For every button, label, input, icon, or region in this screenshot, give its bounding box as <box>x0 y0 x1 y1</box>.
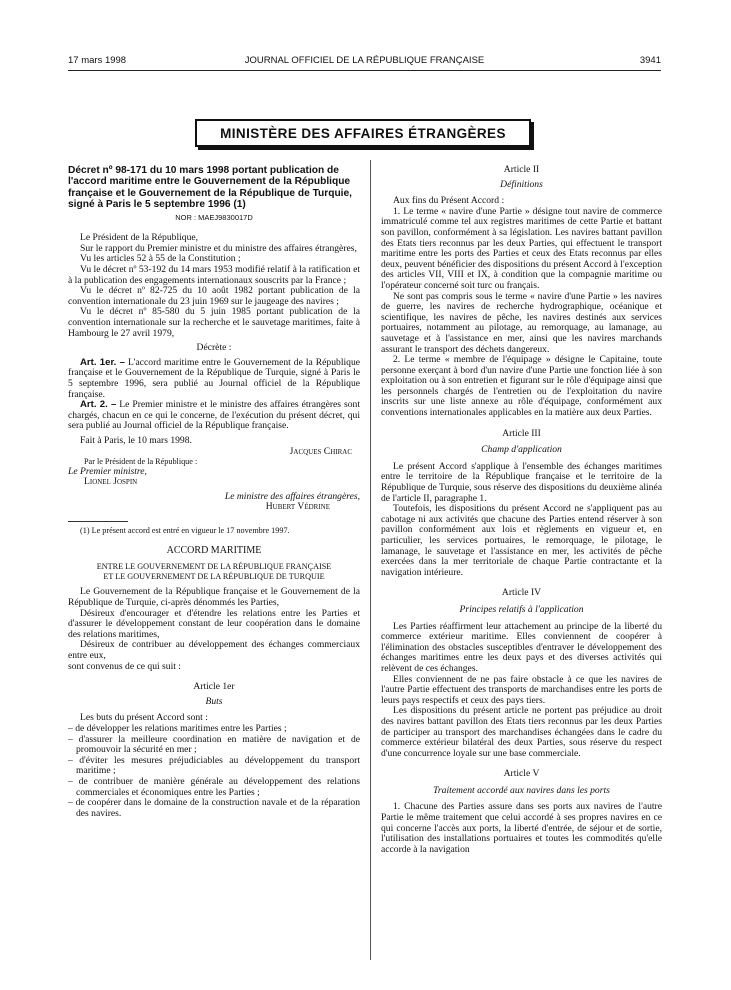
signature-president: Jacques Chirac <box>289 445 352 457</box>
preamble-3: Désireux de contribuer au développement des échanges commerciaux entre eux, <box>68 639 360 661</box>
header-page-number: 3941 <box>639 55 661 66</box>
accord-heading: ACCORD MARITIME <box>166 544 262 556</box>
header-journal-title: JOURNAL OFFICIEL DE LA RÉPUBLIQUE FRANÇAISE <box>244 55 485 66</box>
accord-between-2: ET LE GOUVERNEMENT DE LA RÉPUBLIQUE DE TURQUIE <box>103 571 325 581</box>
principes-paragraph-1: Les Parties réaffirment leur attachement au principe de la liberté du commerce extérieur maritime. Elles conviennent de coopérer à l'élimination des obstacles susceptibles d'entraver le développement des échanges maritimes entre les deux pays et des diverses activités qui relèvent de ces échanges. <box>381 620 662 674</box>
article-1-paragraph <box>68 358 360 400</box>
buts-item: – de coopérer dans le domaine de la construction navale et de la réparation des navires. <box>68 797 360 819</box>
buts-intro: Les buts du présent Accord sont : <box>80 712 208 724</box>
article-3-heading: Article III <box>502 427 541 439</box>
left-column <box>68 165 360 819</box>
champ-paragraph-1: Le présent Accord s'applique à l'ensemble des échanges maritimes entre le territoire de la République française et le territoire de la République de Turquie, sous réserve des dispositions du deuxième alinéa de l'article II, paragraphe 1. <box>381 460 662 504</box>
visa-constitution: Vu les articles 52 à 55 de la Constitution ; <box>80 253 241 265</box>
footnote: (1) Le présent accord est entré en vigueur le 17 novembre 1997. <box>80 526 290 536</box>
visa-rapport: Sur le rapport du Premier ministre et du ministre des affaires étrangères, <box>80 242 357 254</box>
right-column <box>381 165 662 855</box>
visa-decret-1985: Vu le décret nº 85-580 du 5 juin 1985 portant publication de la convention internationale sur la recherche et le sauvetage maritimes, faite à Hambourg le 27 avril 1979, <box>68 306 360 339</box>
definition-equipage: 2. Le terme « membre de l'équipage » désigne le Capitaine, toute personne exerçant à bord d'un navire d'une Partie une fonction liée à son exploitation ou à son entretien et figurant sur le rôle d'équipage ainsi que les personnels chargés de l'entretien ou de l'exploitation du navire inscrits sur une liste annexe au rôle d'équipage, conformément aux conventions internationales applicables en la matière aux deux Parties. <box>381 354 662 419</box>
buts-subheading: Buts <box>205 695 223 707</box>
accord-between-1: ENTRE LE GOUVERNEMENT DE LA RÉPUBLIQUE FRANÇAISE <box>96 562 332 572</box>
article-2-label: Art. 2. – <box>80 399 117 411</box>
footnote-rule <box>68 521 128 522</box>
definitions-subheading: Définitions <box>500 178 543 190</box>
visa-decret-1953: Vu le décret nº 53-192 du 14 mars 1953 modifié relatif à la ratification et à la publication des engagements internationaux souscrits par la France ; <box>68 264 360 286</box>
page-header <box>68 55 661 71</box>
minister-title: Le ministre des affaires étrangères, <box>224 490 360 502</box>
principes-paragraph-3: Les dispositions du présent article ne portent pas préjudice au droit des navires battant pavillon des Etats tiers reconnus par les deux Parties de participer au transport des marchandises échangées dans le cadre du commerce extérieur bilatéral des deux Parties, sous réserve du respect d'une concurrence loyale sur une base commerciale. <box>381 705 662 759</box>
definition-exclusions: Ne sont pas compris sous le terme « navire d'une Partie » les navires de guerre, les navires de recherche hydrographique, océanique et scientifique, les navires de pêche, les navires destinés aux services portuaires, notamment au pilotage, au remorquage, au lamanage, au sauvetage et à l'assistance en mer, ainsi que les navires marchands assurant le transport des déchets dangereux. <box>381 290 662 355</box>
principes-subheading: Principes relatifs à l'application <box>459 603 584 615</box>
buts-item: – de contribuer de manière générale au développement des relations commerciales et économiques entre les Parties ; <box>68 775 360 798</box>
preamble-2: Désireux d'encourager et d'étendre les relations entre les Parties et d'assurer le développement constant de leur coopération dans le domaine des relations maritimes, <box>68 607 360 640</box>
article-5-heading: Article V <box>503 768 540 780</box>
president-line: Le Président de la République, <box>80 232 199 244</box>
buts-item: – d'assurer la meilleure coordination en matière de navigation et de promouvoir la sécurité en mer ; <box>68 733 360 756</box>
buts-item: – de développer les relations maritimes entre les Parties ; <box>68 722 287 734</box>
definitions-intro: Aux fins du Présent Accord : <box>393 195 505 207</box>
article-2-text: Le Premier ministre et le ministre des affaires étrangères sont chargés, chacun en ce qui le concerne, de l'exécution du présent décret, qui sera publié au Journal officiel de la République française. <box>68 399 360 432</box>
buts-item: – d'éviter les mesures préjudiciables au développement du transport maritime ; <box>68 754 360 777</box>
column-divider <box>370 160 371 960</box>
decrete: Décrète : <box>196 342 232 354</box>
article-1-label: Art. 1er. – <box>80 356 125 368</box>
pm-name: Lionel Jospin <box>84 476 138 488</box>
article-2-paragraph <box>68 400 360 432</box>
ministry-box: MINISTÈRE DES AFFAIRES ÉTRANGÈRES <box>195 119 531 147</box>
article-4-heading: Article IV <box>501 587 542 599</box>
decree-title: Décret nº 98-171 du 10 mars 1998 portant publication de l'accord maritime entre le Gouvernement de la République française et le Gouvernement de la République de Turquie, signé à Paris le 5 septembre 1996 (1) <box>68 165 352 211</box>
article-1-text: L'accord maritime entre le Gouvernement de la République française et le Gouvernement de la République de Turquie, signé à Paris le 5 septembre 1996, sera publié au Journal officiel de la République française. <box>68 356 361 400</box>
article-2-heading: Article II <box>503 164 540 175</box>
nor-reference: NOR : MAEJ9830017D <box>175 212 253 222</box>
par-le-president: Par le Président de la République : <box>84 457 198 467</box>
champ-paragraph-2: Toutefois, les dispositions du présent Accord ne s'appliquent pas au cabotage ni aux activités que chacune des Parties entend réserver à son pavillon conformément aux lois et règlements en vigueur et, en particulier, les services portuaires, le remorquage, le pilotage, le lamanage, le sauvetage et l'assistance en mer, les activités de pêche exercées dans la mer territoriale de chaque Partie contractante et la navigation intérieure. <box>381 503 662 578</box>
minister-name: Hubert Védrine <box>265 501 330 513</box>
article-1-heading: Article 1er <box>193 681 235 693</box>
preamble-1: Le Gouvernement de la République française et le Gouvernement de la République de Turquie, ci-après dénommés les Parties, <box>68 586 360 609</box>
definition-navire: 1. Le terme « navire d'une Partie » désigne tout navire de commerce immatriculé comme tel aux registres maritimes de cette Partie et battant son pavillon, conformément à sa législation. Les navires battant pavillon des Etats tiers reconnus par les deux Parties, qui effectuent le transport maritime entre les ports des Parties et ceux des Etats reconnus par elles deux, peuvent bénéficier des dispositions du présent Accord à l'exception des articles VII, VIII et IX, à condition que la compagnie maritime ou l'opérateur concerné soit turc ou français. <box>381 205 662 291</box>
traitement-paragraph-1: 1. Chacune des Parties assure dans ses ports aux navires de l'autre Partie le même traitement que celui accordé à ses propres navires en ce qui concerne l'accès aux ports, la liberté d'entrée, de séjour et de sortie, l'utilisation des installations portuaires et toutes les commodités qu'elle accorde à la navigation <box>381 801 662 855</box>
preamble-4: sont convenus de ce qui suit : <box>68 660 181 672</box>
pm-title: Le Premier ministre, <box>68 465 147 477</box>
traitement-subheading: Traitement accordé aux navires dans les ports <box>433 784 610 796</box>
header-rule <box>68 70 661 71</box>
signature-date: Fait à Paris, le 10 mars 1998. <box>80 434 192 446</box>
champ-subheading: Champ d'application <box>481 444 562 456</box>
header-date: 17 mars 1998 <box>68 55 127 66</box>
visa-decret-1982: Vu le décret nº 82-725 du 10 août 1982 portant publication de la convention internationale du 23 juin 1969 sur le jaugeage des navires ; <box>68 285 360 307</box>
principes-paragraph-2: Elles conviennent de ne pas faire obstacle à ce que les navires de l'autre Partie effectuent des transports de marchandises entre les ports de leurs pays respectifs et ceux des pays tiers. <box>381 673 662 706</box>
